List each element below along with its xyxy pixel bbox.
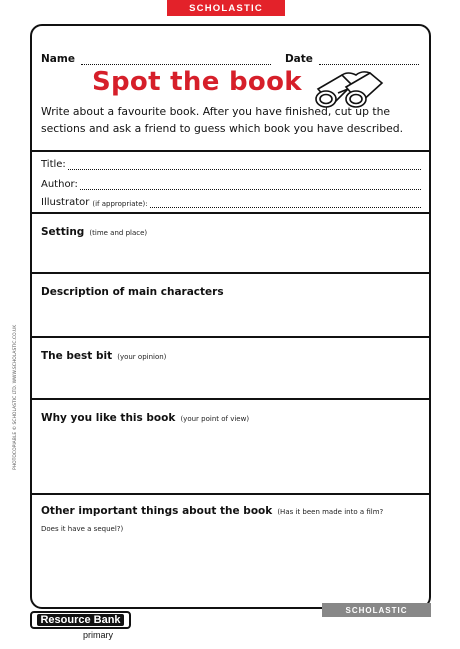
setting-section[interactable] [41, 220, 431, 239]
best-bit-section[interactable] [41, 344, 431, 363]
scholastic-logo-bottom [322, 603, 431, 617]
best-bit-label: The best bit [41, 350, 113, 362]
title-field-row [41, 159, 421, 170]
other-things-note: (Has it been made into a film? [277, 508, 384, 516]
instructions: Write about a favourite book. After you have finished, cut up the sections and ask a friend to guess which book you have described. [41, 105, 404, 135]
illustrator-input[interactable] [150, 199, 421, 208]
divider [32, 212, 429, 214]
name-field[interactable] [81, 56, 271, 65]
characters-section[interactable] [41, 280, 431, 299]
divider [32, 150, 429, 152]
page-title: Spot the book [92, 67, 302, 97]
characters-label: Description of main characters [41, 286, 224, 298]
setting-label: Setting [41, 226, 85, 238]
why-like-note: (your point of view) [180, 415, 250, 423]
illustrator-label: Illustrator [41, 197, 90, 208]
title-label: Title: [41, 159, 66, 170]
brand-text-bottom: SCHOLASTIC [345, 605, 408, 615]
other-things-section[interactable] [41, 502, 426, 536]
divider [32, 493, 429, 495]
worksheet [30, 24, 431, 609]
author-input[interactable] [80, 181, 421, 190]
best-bit-note: (your opinion) [117, 353, 167, 361]
title-input[interactable] [68, 161, 421, 170]
brand-text-top: SCHOLASTIC [189, 2, 263, 14]
author-field-row [41, 179, 421, 190]
other-things-label: Other important things about the book [41, 505, 273, 517]
illustrator-note: (if appropriate): [92, 200, 148, 208]
date-label: Date [284, 53, 313, 65]
date-field[interactable] [319, 56, 419, 65]
resource-bank-text: Resource Bank [37, 614, 123, 626]
divider [32, 336, 429, 338]
illustrator-field-row [41, 197, 421, 208]
scholastic-logo-top [167, 0, 285, 16]
author-label: Author: [41, 179, 78, 190]
name-label: Name [41, 53, 75, 65]
primary-label: primary [83, 630, 114, 640]
why-like-label: Why you like this book [41, 412, 176, 424]
setting-note: (time and place) [89, 229, 148, 237]
divider [32, 398, 429, 400]
resource-bank-logo [30, 611, 131, 629]
name-date-row [41, 53, 419, 65]
divider [32, 272, 429, 274]
why-like-section[interactable] [41, 406, 431, 425]
other-things-note-2: Does it have a sequel?) [41, 525, 124, 533]
copyright-side-text: PHOTOCOPIABLE © SCHOLASTIC LTD. WWW.SCHOLASTIC.CO.UK [13, 324, 18, 470]
